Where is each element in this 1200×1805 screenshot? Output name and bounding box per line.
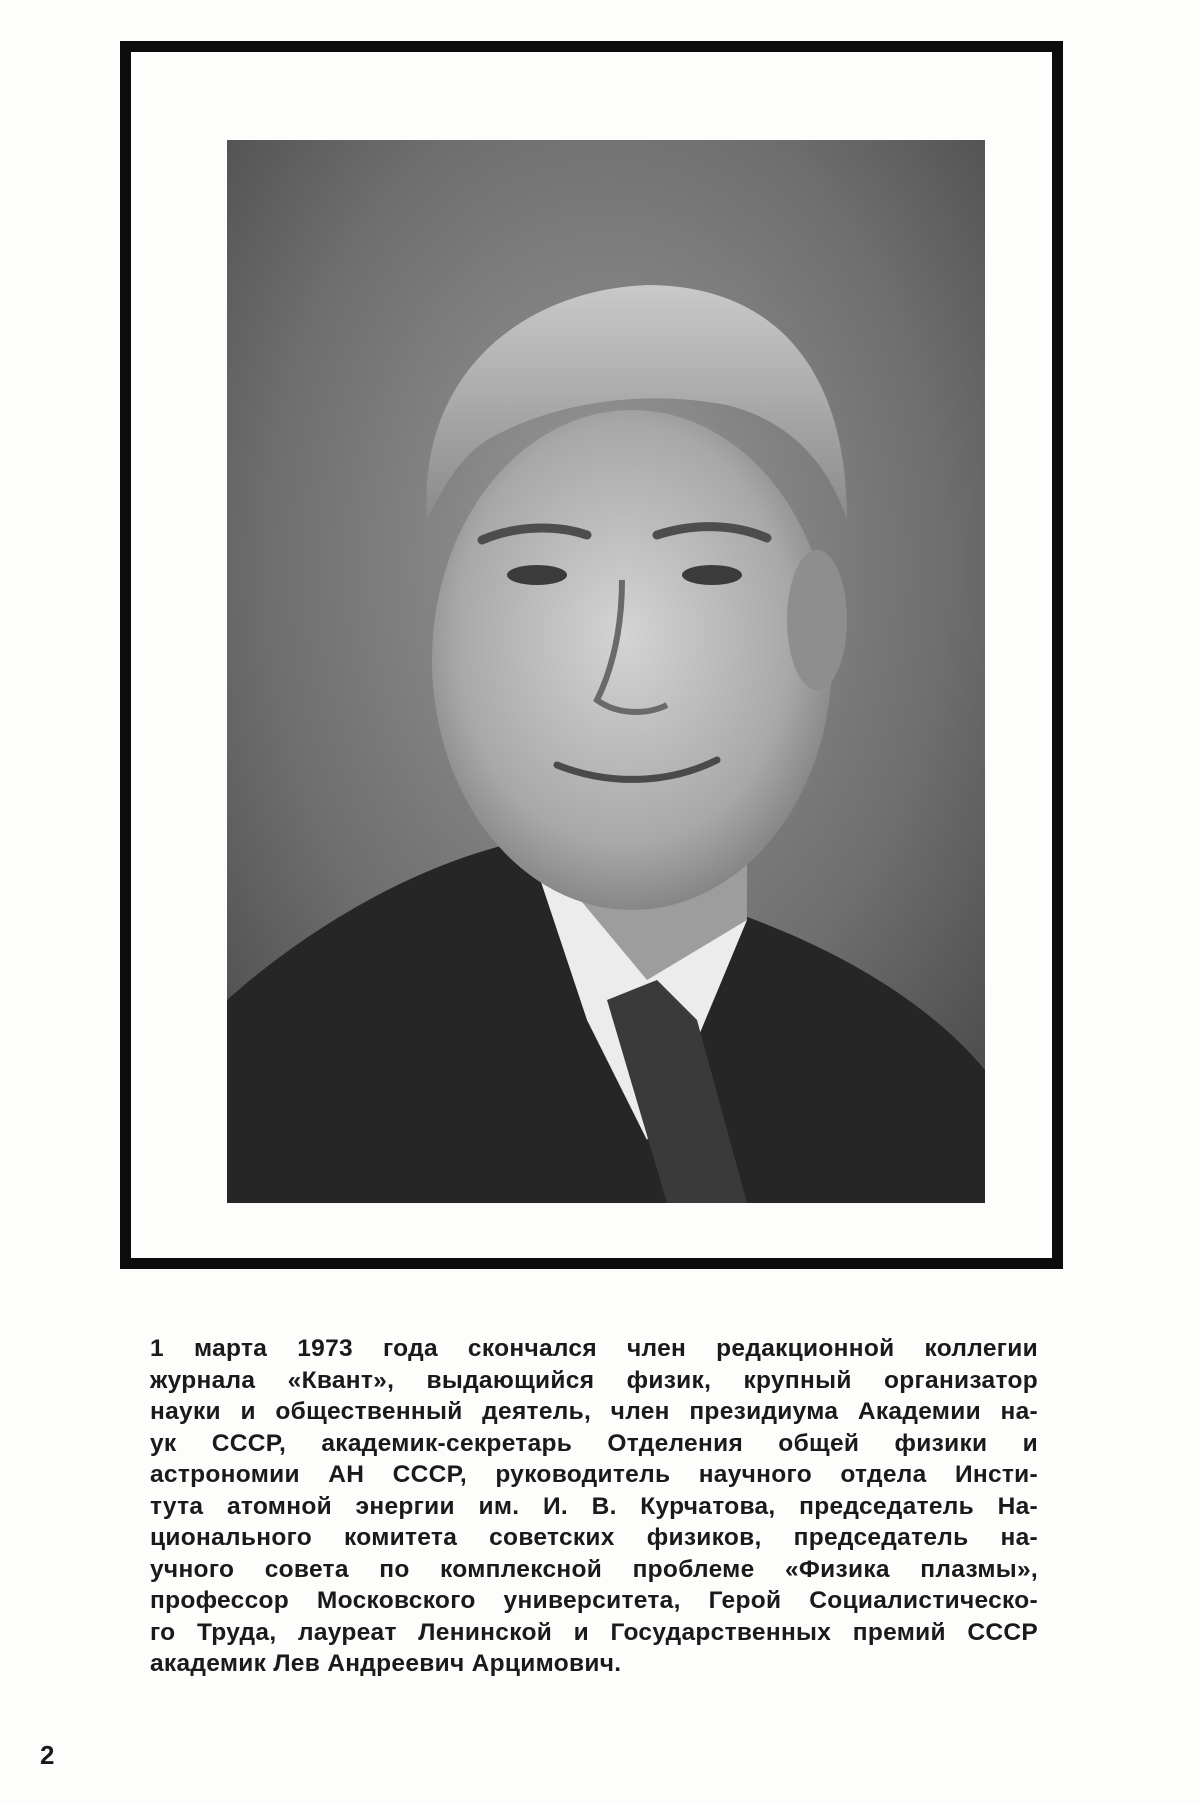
- memorial-frame: [120, 41, 1063, 1269]
- obituary-line: тута атомной энергии им. И. В. Курчатова, председатель На-: [150, 1492, 1038, 1520]
- portrait-illustration: [227, 140, 985, 1203]
- obituary-text: [150, 1333, 1038, 1680]
- obituary-line: журнала «Квант», выдающийся физик, крупный организатор: [150, 1366, 1038, 1394]
- obituary-line: профессор Московского университета, Герой Социалистическо-: [150, 1587, 1038, 1614]
- obituary-line: учного совета по комплексной проблеме «Физика плазмы»,: [150, 1555, 1038, 1583]
- obituary-line: ционального комитета советских физиков, председатель на-: [150, 1524, 1038, 1551]
- face-shape: [432, 410, 832, 910]
- obituary-line: ук СССР, академик-секретарь Отделения общей физики и: [150, 1429, 1038, 1457]
- obituary-line: астрономии АН СССР, руководитель научного отдела Инсти-: [150, 1461, 1038, 1488]
- obituary-line: науки и общественный деятель, член президиума Академии на-: [150, 1398, 1038, 1425]
- obituary-line: го Труда, лауреат Ленинской и Государственных премий СССР: [150, 1618, 1038, 1646]
- obituary-line: 1 марта 1973 года скончался член редакционной коллегии: [150, 1335, 1038, 1362]
- page-number: 2: [40, 1740, 55, 1770]
- obituary-line: академик Лев Андреевич Арцимович.: [150, 1650, 622, 1677]
- portrait-photo: [227, 140, 985, 1203]
